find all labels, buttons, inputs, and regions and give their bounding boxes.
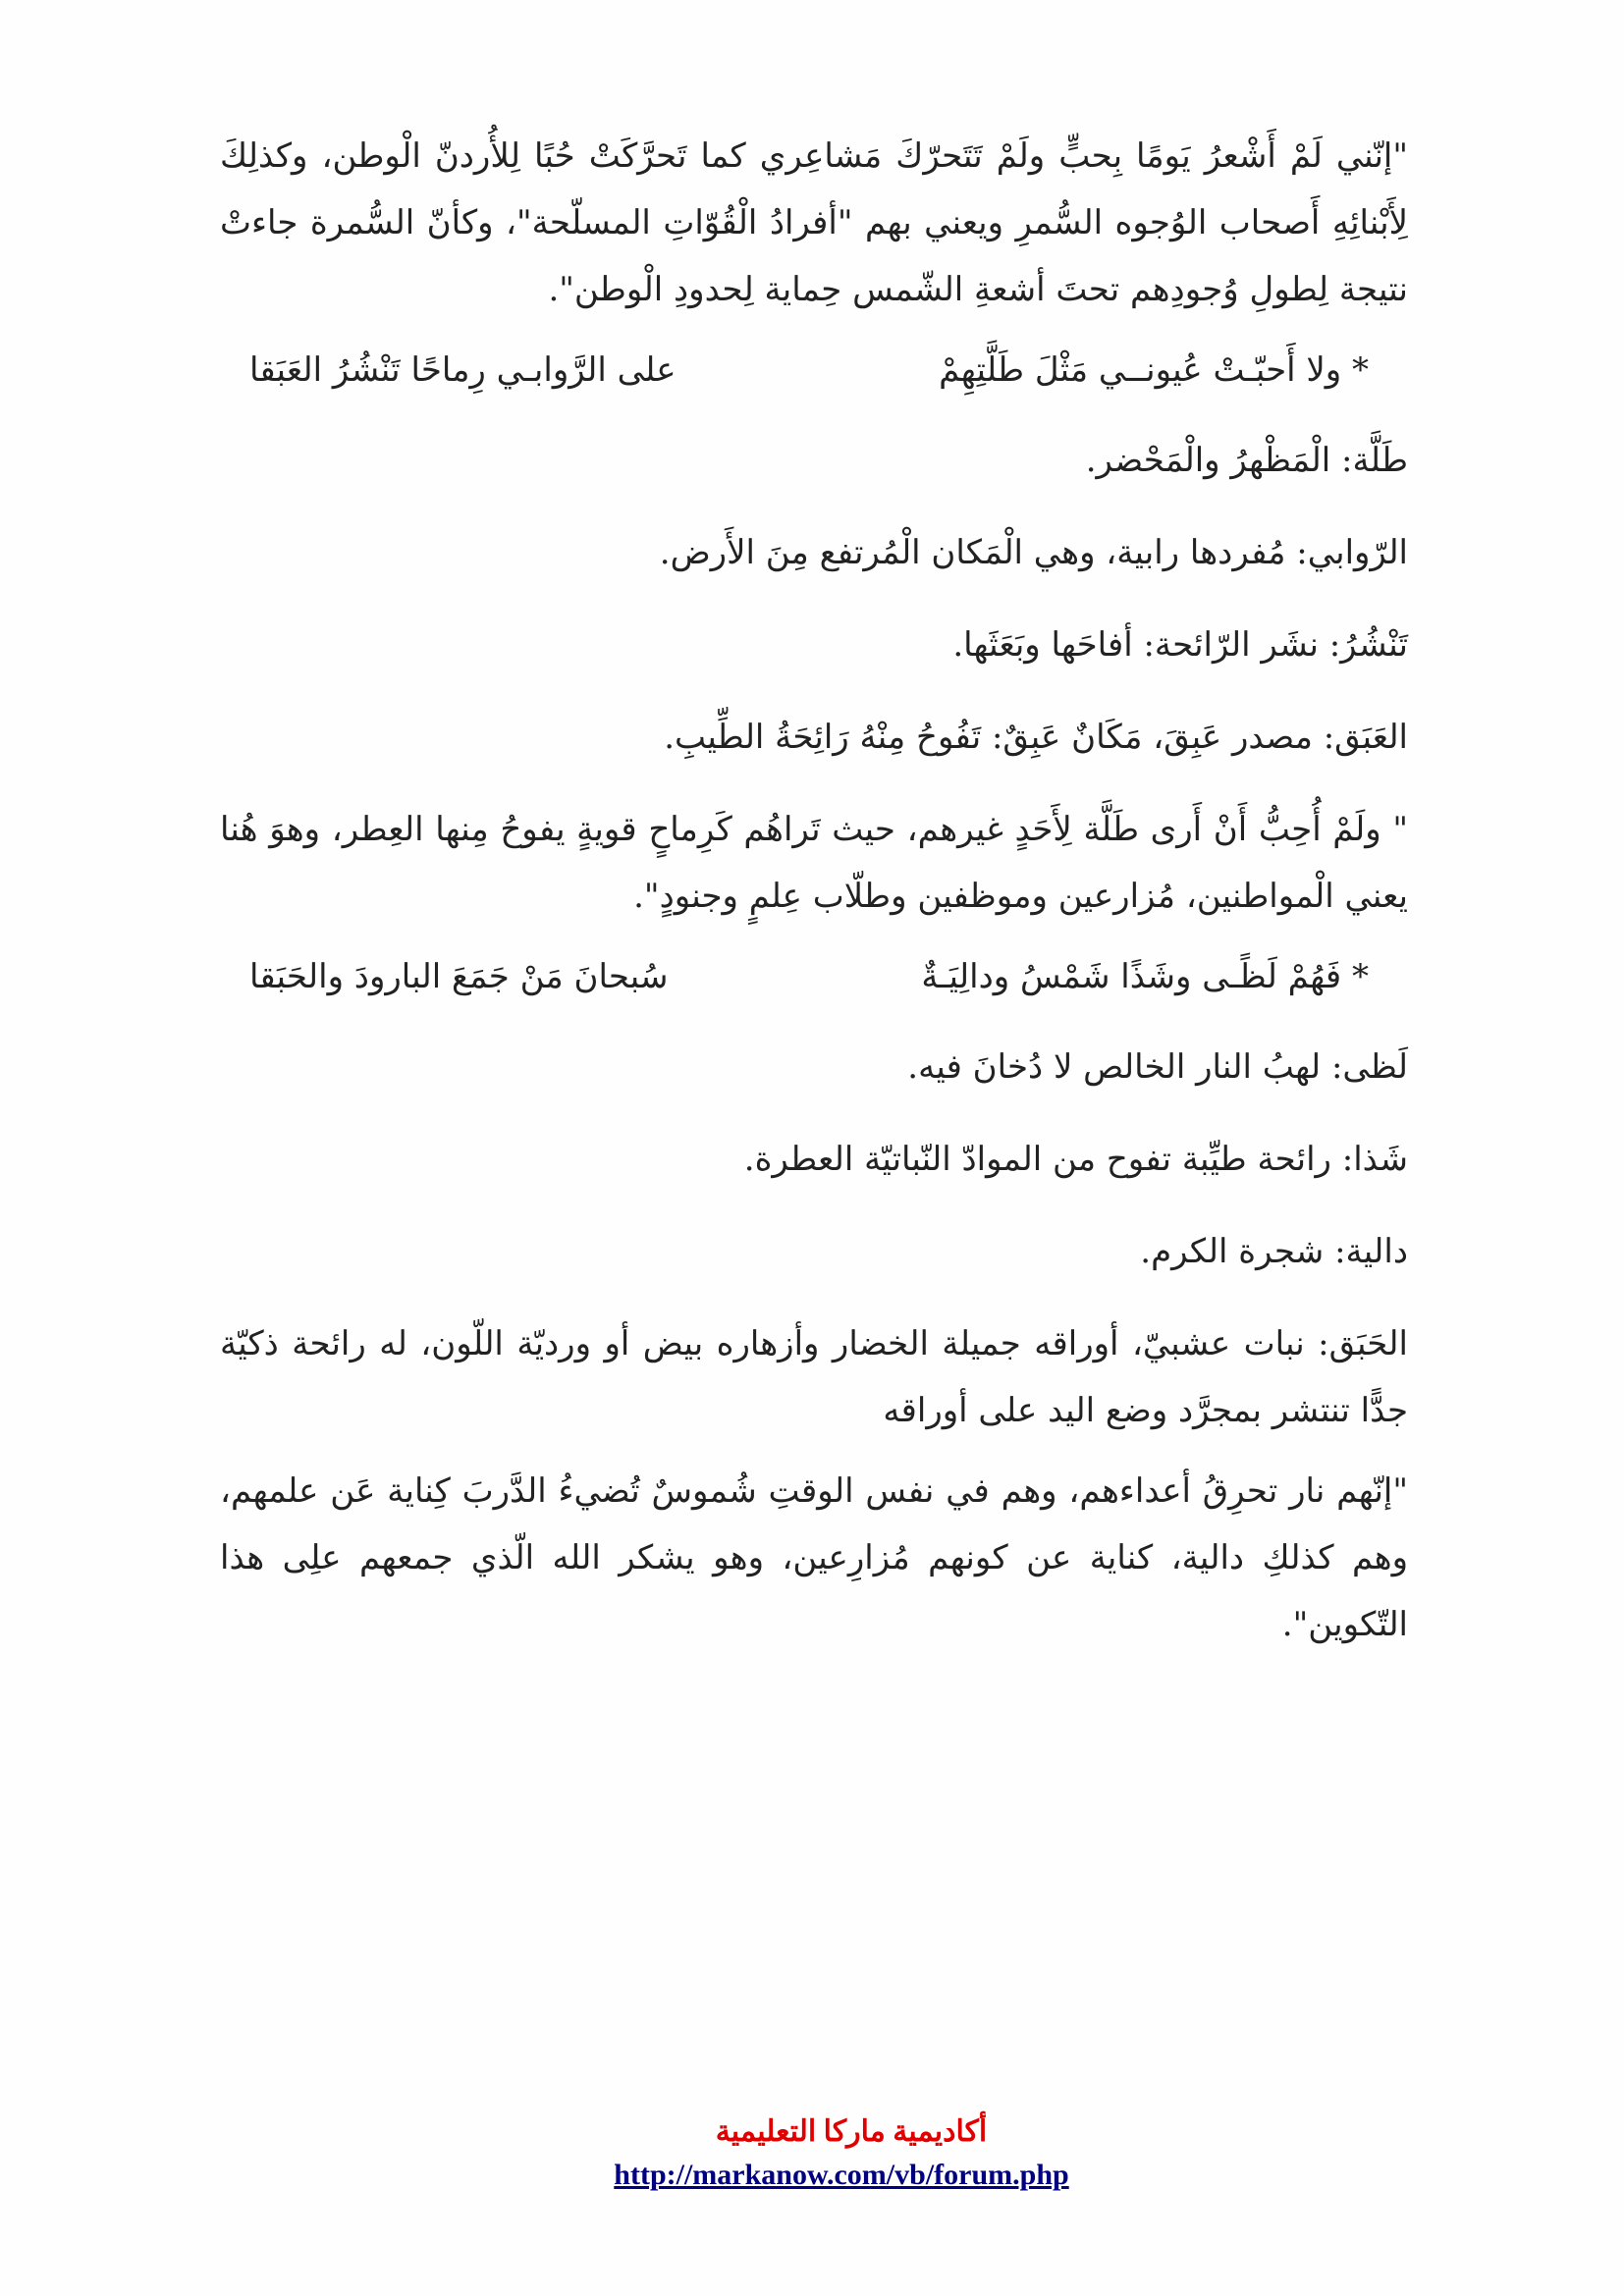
definition-abaq: العَبَق: مصدر عَبِقَ، مَكَانٌ عَبِقٌ: تَفُوحُ مِنْهُ رَائِحَةُ الطِّيبِ. — [664, 718, 1408, 757]
paragraph-citizens: " ولَمْ أُحِبُّ أَنْ أَرى طَلَّة لِأَحَدٍ غيرهم، حيث تَراهُم كَرِماحٍ قويةٍ يفوحُ مِنها العِطر، وهوَ هُنا يعني الْمواطنين، مُزارعين وموظفين وطلّاب عِلمٍ وجنودٍ". — [220, 810, 1408, 916]
definition-rawabi: الرّوابي: مُفردها رابية، وهي الْمَكان الْمُرتفع مِنَ الأَرض. — [659, 533, 1408, 572]
definition-laza: لَظى: لهبُ النار الخالص لا دُخانَ فيه. — [907, 1047, 1408, 1087]
footer-academy-name: أكاديمية ماركا التعليمية — [715, 2115, 988, 2148]
definition-dalia: دالية: شجرة الكرم. — [1140, 1232, 1408, 1271]
footer-forum-link[interactable]: http://markanow.com/vb/forum.php — [614, 2159, 1069, 2191]
paragraph-conclusion: "إنّهم نار تحرِقُ أعداءهم، وهم في نفس الوقتِ شُموسٌ تُضيءُ الدَّربَ كِناية عَن علمهم، وهم كذلكِ دالية، كناية عن كونهم مُزارِعين، وهو يشكر الله الّذي جمعهم علِى هذا التّكوين". — [220, 1471, 1408, 1644]
poem-verse-1 — [220, 337, 1408, 403]
definition-habaq: الحَبَق: نبات عشبيّ، أوراقه جميلة الخضار وأزهاره بيض أو ورديّة اللّون، له رائحة ذكيّة جدًّا تنتشر بمجرَّد وضع اليد على أوراقه — [220, 1324, 1408, 1430]
verse-2-second-hemistich: سُبحانَ مَنْ جَمَعَ البارودَ والحَبَقا — [249, 957, 669, 996]
paragraph-homeland-love: "إنّني لَمْ أَشْعرُ يَومًا بِحبٍّ ولَمْ تَتَحرّكَ مَشاعِري كما تَحرَّكَتْ حُبًا لِلأُردنّ الْوطن، وكذلِكَ لِأَبْنائِهِ أَصحاب الوُجوه السُّمرِ ويعني بهم "أفرادُ الْقُوّاتِ المسلّحة"، وكأنّ السُّمرة جاءتْ نتيجة لِطولِ وُجودِهم تحتَ أشعةِ الشّمس حِماية لِحدودِ الْوطن". — [220, 136, 1409, 309]
document-body — [220, 123, 1408, 1672]
definition-talla: طَلَّة: الْمَظْهرُ والْمَحْضر. — [1085, 441, 1408, 480]
verse-2-first-hemistich: * فَهُمْ لَظًـى وشَذًا شَمْسُ ودالِيَـةٌ — [921, 957, 1369, 996]
page-footer — [0, 2110, 1624, 2197]
verse-1-first-hemistich: * ولا أَحبّـتْ عُيونــي مَثْلَ طَلَّتِهِمْ — [939, 350, 1369, 390]
definition-tanshur: تَنْشُرُ: نشَر الرّائحة: أفاحَها وبَعَثَها. — [952, 625, 1408, 665]
verse-1-second-hemistich: على الرَّوابـي رِماحًا تَنْشُرُ العَبَقا — [249, 350, 677, 390]
definition-shaza: شَذا: رائحة طيِّبة تفوح من الموادّ النّباتيّة العطرة. — [743, 1140, 1408, 1179]
poem-verse-2 — [220, 943, 1408, 1010]
